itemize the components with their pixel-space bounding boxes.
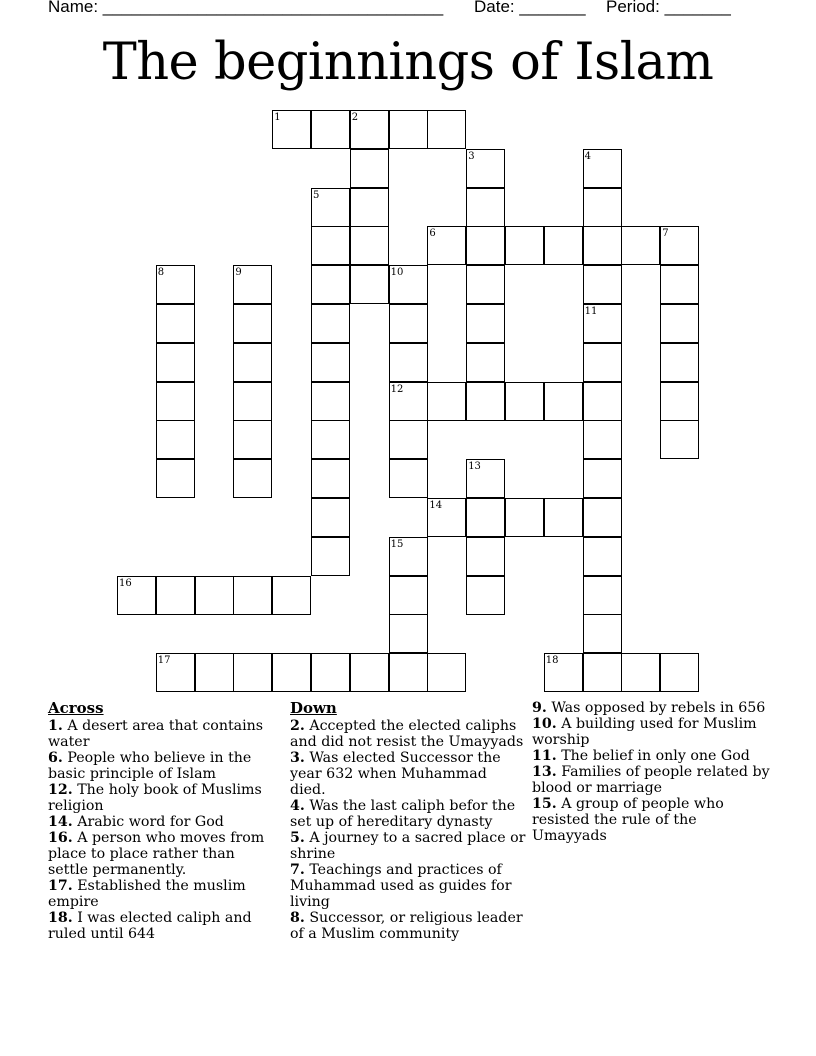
down-list-continued [532, 700, 772, 844]
clue-item [48, 782, 278, 814]
date-field[interactable] [474, 0, 586, 17]
clue-text: Accepted the elected caliphs and did not resist the Umayyads [290, 718, 524, 750]
period-field[interactable] [606, 0, 731, 17]
clue-number: 11. [532, 748, 557, 764]
grid-cell[interactable] [311, 110, 350, 149]
clue-text: People who believe in the basic principle of Islam [48, 750, 252, 782]
across-list [48, 718, 278, 942]
grid-cell[interactable] [505, 382, 544, 421]
grid-cell[interactable] [466, 265, 505, 304]
grid-cell[interactable] [156, 304, 195, 343]
clue-number: 18. [48, 910, 73, 926]
clue-text: Families of people related by blood or marriage [532, 764, 770, 796]
grid-cell[interactable] [350, 188, 389, 227]
clue-number-label: 1 [274, 112, 281, 123]
clue-text: A building used for Muslim worship [532, 716, 757, 748]
across-clues [48, 700, 278, 942]
grid-cell[interactable] [583, 498, 622, 537]
clue-item [290, 798, 526, 830]
clue-text: A desert area that contains water [48, 718, 264, 750]
grid-cell[interactable] [389, 343, 428, 382]
grid-cell[interactable] [311, 420, 350, 459]
grid-cell[interactable] [350, 265, 389, 304]
grid-cell[interactable] [660, 420, 699, 459]
grid-cell[interactable] [233, 576, 272, 615]
clue-number-label: 17 [157, 655, 171, 667]
clue-number-label: 10 [390, 267, 404, 279]
clue-number: 4. [290, 798, 305, 814]
grid-cell[interactable] [195, 653, 234, 692]
clue-number: 13. [532, 764, 557, 780]
grid-cell[interactable] [156, 343, 195, 382]
grid-cell[interactable] [466, 304, 505, 343]
down-heading: Down [290, 699, 337, 717]
clue-text: A journey to a sacred place or shrine [290, 830, 526, 862]
grid-cell[interactable] [544, 382, 583, 421]
grid-cell[interactable] [427, 382, 466, 421]
page-title: The beginnings of Islam [102, 33, 714, 92]
grid-cell[interactable] [427, 110, 466, 149]
grid-cell[interactable] [350, 226, 389, 265]
clue-item [532, 700, 772, 716]
grid-cell[interactable] [389, 653, 428, 692]
grid-cell[interactable] [311, 653, 350, 692]
grid-cell[interactable] [505, 226, 544, 265]
grid-cell[interactable] [311, 265, 350, 304]
date-label: Date: [474, 0, 520, 16]
grid-cell[interactable] [583, 226, 622, 265]
grid-cell[interactable] [583, 420, 622, 459]
grid-cell[interactable] [583, 188, 622, 227]
grid-cell[interactable] [389, 304, 428, 343]
name-label: Name: [48, 0, 103, 16]
clue-number: 9. [532, 700, 547, 716]
grid-cell[interactable] [389, 614, 428, 653]
period-blank[interactable]: _______ [664, 0, 731, 16]
clue-number: 5. [290, 830, 305, 846]
grid-cell[interactable] [427, 653, 466, 692]
grid-cell[interactable] [583, 537, 622, 576]
grid-cell[interactable] [466, 382, 505, 421]
grid-cell[interactable] [311, 304, 350, 343]
clue-number: 15. [532, 796, 557, 812]
name-field[interactable] [48, 0, 443, 17]
clue-item [532, 796, 772, 844]
clue-number-label: 13 [468, 461, 481, 473]
grid-cell[interactable] [466, 498, 505, 537]
clue-item [532, 748, 772, 764]
clue-number: 10. [532, 716, 557, 732]
clue-text: Teachings and practices of Muhammad used as guides for living [290, 862, 512, 910]
clue-text: I was elected caliph and ruled until 644 [48, 910, 252, 942]
clue-text: Was elected Successor the year 632 when Muhammad died. [290, 750, 501, 798]
clue-number: 16. [48, 830, 73, 846]
period-label: Period: [606, 0, 665, 16]
clue-number: 6. [48, 750, 63, 766]
grid-cell[interactable] [660, 304, 699, 343]
clue-text: The holy book of Muslims religion [48, 782, 262, 814]
clue-number-label: 9 [235, 267, 242, 279]
grid-cell[interactable] [660, 265, 699, 304]
clue-item [290, 718, 526, 750]
grid-cell[interactable] [621, 226, 660, 265]
clue-text: Was the last caliph befor the set up of hereditary dynasty [290, 798, 516, 830]
clue-number-label: 14 [429, 500, 443, 511]
grid-cell[interactable] [272, 653, 311, 692]
clue-number-label: 7 [662, 228, 669, 240]
grid-cell[interactable] [350, 653, 389, 692]
clue-number: 12. [48, 782, 73, 798]
student-info-header [0, 0, 816, 21]
clue-item [290, 910, 526, 942]
across-heading: Across [48, 699, 104, 717]
clue-item [290, 830, 526, 862]
grid-cell[interactable] [311, 226, 350, 265]
down-clues-continued [532, 700, 772, 844]
grid-cell[interactable] [660, 382, 699, 421]
grid-cell[interactable] [583, 265, 622, 304]
grid-cell[interactable] [233, 653, 272, 692]
clue-text: The belief in only one God [556, 748, 750, 764]
grid-cell[interactable] [195, 576, 234, 615]
grid-cell[interactable] [233, 459, 272, 498]
clue-number: 17. [48, 878, 73, 894]
grid-cell[interactable] [272, 576, 311, 615]
down-clues [290, 700, 526, 942]
grid-cell[interactable] [466, 188, 505, 227]
name-blank[interactable]: ____________________________________ [102, 0, 444, 16]
grid-cell[interactable] [505, 498, 544, 537]
clue-number-label: 18 [545, 655, 559, 667]
clue-item [290, 862, 526, 910]
clue-item [48, 878, 278, 910]
clue-number-label: 8 [157, 267, 165, 279]
clue-number-label: 15 [390, 538, 404, 550]
grid-cell[interactable] [233, 420, 272, 459]
clue-number-label: 4 [584, 150, 591, 162]
grid-cell[interactable] [466, 537, 505, 576]
grid-cell[interactable] [311, 459, 350, 498]
grid-cell[interactable] [311, 343, 350, 382]
clue-item [532, 764, 772, 796]
grid-cell[interactable] [583, 382, 622, 421]
grid-cell[interactable] [311, 498, 350, 537]
grid-cell[interactable] [583, 343, 622, 382]
grid-cell[interactable] [466, 343, 505, 382]
grid-cell[interactable] [156, 420, 195, 459]
clue-number: 14. [48, 814, 73, 830]
grid-cell[interactable] [544, 498, 583, 537]
clue-item [48, 750, 278, 782]
grid-cell[interactable] [583, 576, 622, 615]
grid-cell[interactable] [466, 576, 505, 615]
clue-number-label: 2 [351, 112, 359, 123]
grid-cell[interactable] [233, 304, 272, 343]
clue-item [48, 814, 278, 830]
grid-cell[interactable] [389, 420, 428, 459]
grid-cell[interactable] [466, 226, 505, 265]
grid-cell[interactable] [621, 653, 660, 692]
grid-cell[interactable] [583, 459, 622, 498]
clue-number: 7. [290, 862, 305, 878]
clue-number: 8. [290, 910, 305, 926]
clue-item [48, 718, 278, 750]
clue-number-label: 16 [119, 577, 132, 589]
grid-cell[interactable] [311, 382, 350, 421]
grid-cell[interactable] [660, 343, 699, 382]
grid-cell[interactable] [583, 653, 622, 692]
clue-number: 1. [48, 718, 63, 734]
clue-text: Established the muslim empire [48, 878, 246, 910]
grid-cell[interactable] [544, 226, 583, 265]
grid-cell[interactable] [156, 459, 195, 498]
clue-text: Was opposed by rebels in 656 [546, 700, 766, 716]
down-list [290, 718, 526, 942]
clue-number: 2. [290, 718, 305, 734]
clue-number-label: 11 [584, 306, 598, 317]
clue-item [48, 830, 278, 878]
clue-text: Arabic word for God [72, 814, 224, 830]
grid-cell[interactable] [233, 343, 272, 382]
grid-cell[interactable] [660, 653, 699, 692]
date-blank[interactable]: _______ [519, 0, 586, 16]
grid-cell[interactable] [389, 110, 428, 149]
clue-number: 3. [290, 750, 305, 766]
clue-item [48, 910, 278, 942]
grid-cell[interactable] [311, 537, 350, 576]
clue-text: A group of people who resisted the rule of the Umayyads [532, 796, 724, 844]
clue-text: Successor, or religious leader of a Muslim community [290, 910, 523, 942]
clue-number-label: 6 [429, 228, 436, 240]
grid-cell[interactable] [389, 576, 428, 615]
clue-number-label: 5 [313, 189, 320, 201]
grid-cell[interactable] [389, 459, 428, 498]
grid-cell[interactable] [583, 614, 622, 653]
grid-cell[interactable] [156, 576, 195, 615]
grid-cell[interactable] [233, 382, 272, 421]
clue-item [290, 750, 526, 798]
grid-cell[interactable] [350, 149, 389, 188]
clue-text: A person who moves from place to place rather than settle permanently. [48, 830, 265, 878]
clue-number-label: 3 [468, 150, 475, 162]
clue-number-label: 12 [390, 383, 404, 395]
clue-item [532, 716, 772, 748]
grid-cell[interactable] [156, 382, 195, 421]
